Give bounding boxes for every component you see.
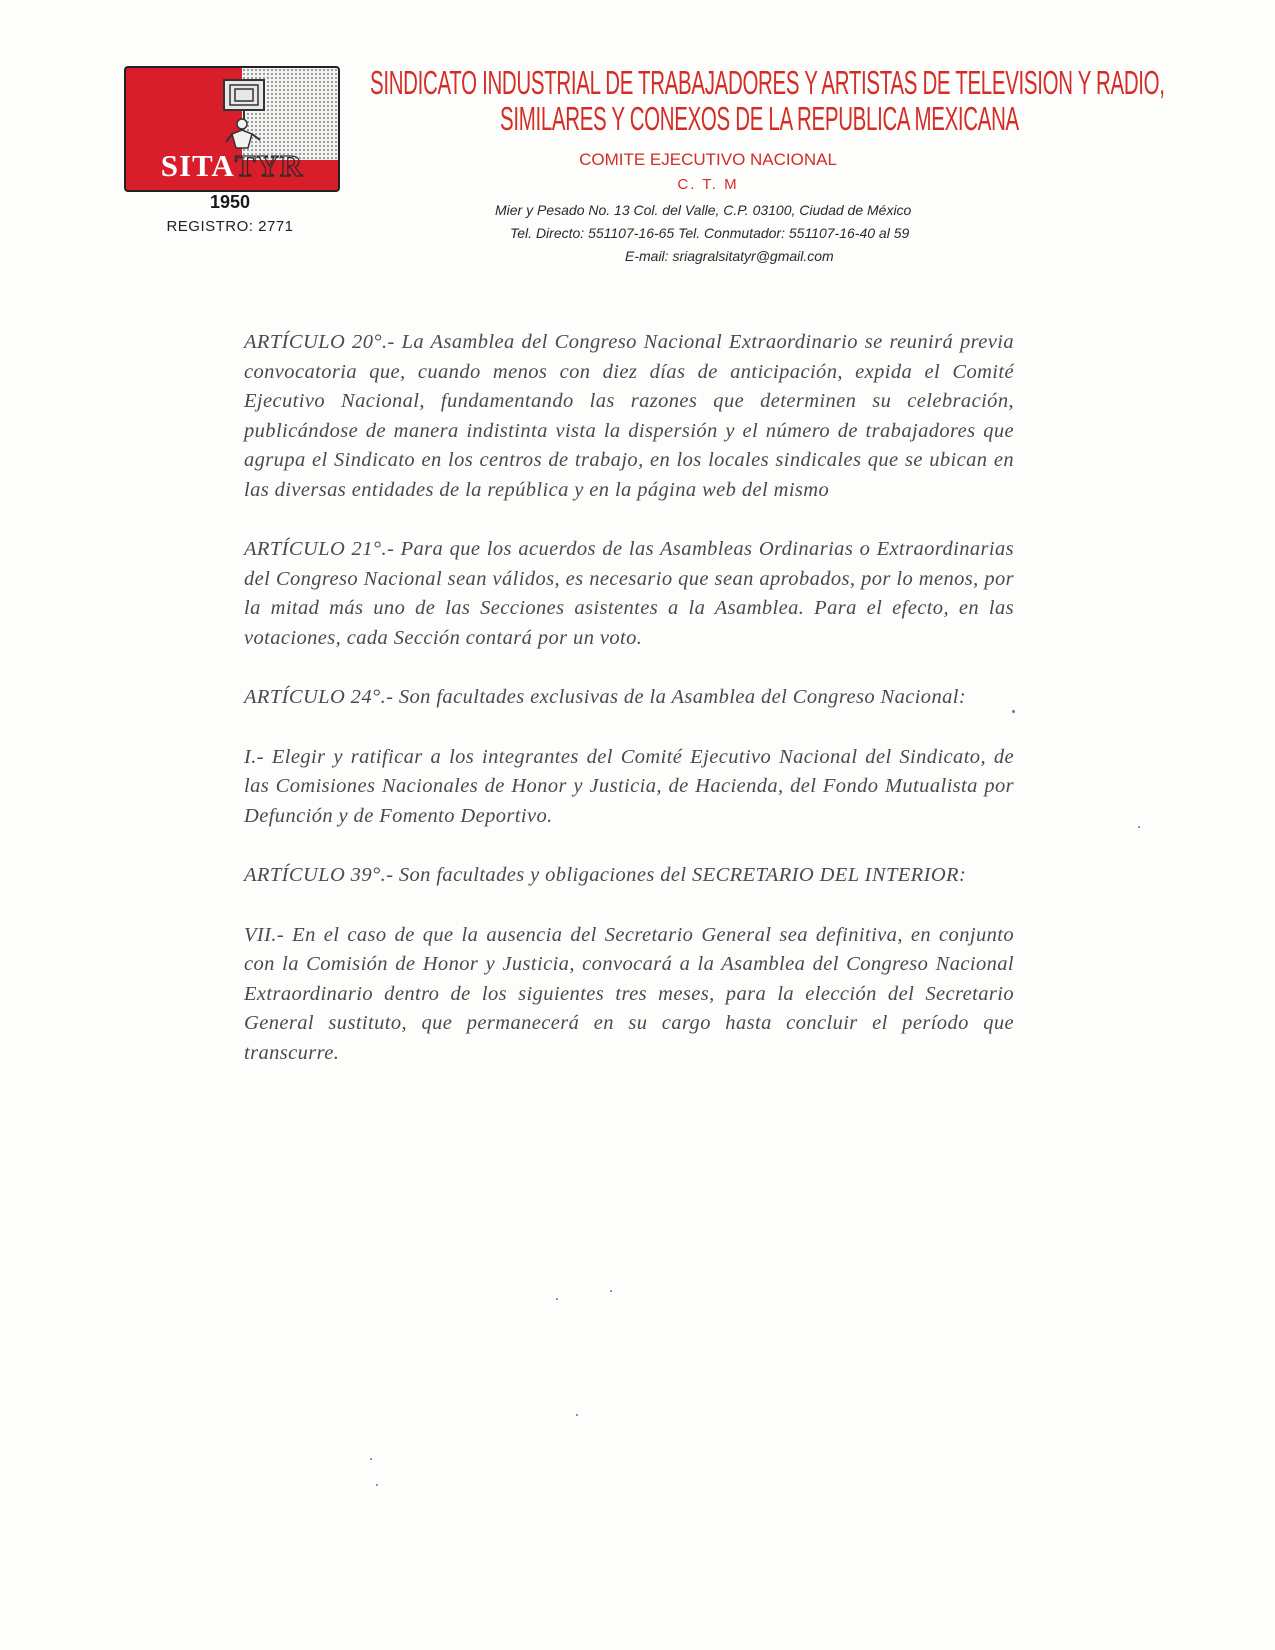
article-21-paragraph: ARTÍCULO 21°.- Para que los acuerdos de las Asambleas Ordinarias o Extraordinarias del Congreso Nacional sean válidos, es necesario que sean aprobados, por lo menos, por la mitad más uno de las Secciones asistentes a la Asamblea. Para el efecto, en las votaciones, cada Sección contará por un voto. [244, 538, 1014, 649]
org-name-line2: SIMILARES Y CONEXOS DE LA REPUBLICA MEXICANA [500, 100, 1019, 137]
scan-speck [370, 1458, 372, 1460]
org-name-line1: SINDICATO INDUSTRIAL DE TRABAJADORES Y ARTISTAS DE TELEVISION Y RADIO, [370, 64, 1165, 101]
scan-speck [1012, 710, 1015, 713]
scan-speck [576, 1414, 578, 1416]
ctm-label: C. T. M [677, 176, 739, 193]
article-20-paragraph: ARTÍCULO 20°.- La Asamblea del Congreso Nacional Extraordinario se reunirá previa convocatoria que, cuando menos con diez días de anticipación, expida el Comité Ejecutivo Nacional, fundamentando las razones que determinen su celebración, publicándose de manera indistinta vista la dispersión y el número de trabajadores que agrupa el Sindicato en los centros de trabajo, en los locales sindicales que se ubican en las diversas entidades de la república y en la página web del mismo [244, 331, 1014, 501]
committee-title: COMITE EJECUTIVO NACIONAL [579, 150, 837, 169]
logo-wordmark [126, 148, 338, 184]
article-24-paragraph: ARTÍCULO 24°.- Son facultades exclusivas de la Asamblea del Congreso Nacional: [244, 686, 967, 708]
logo-text-left: SITA [160, 148, 235, 183]
scan-speck [610, 1290, 612, 1292]
document-body [244, 328, 1014, 1098]
registro-number: REGISTRO: 2771 [166, 218, 294, 235]
email-address: E-mail: sriagralsitatyr@gmail.com [625, 248, 834, 264]
sitatyr-logo [124, 66, 340, 192]
scan-speck [1138, 826, 1140, 828]
logo-text-right: TYR [234, 148, 304, 183]
founding-year: 1950 [209, 192, 251, 212]
scan-speck [556, 1298, 558, 1300]
logo-emblem-icon [218, 76, 270, 154]
article-39-paragraph: ARTÍCULO 39°.- Son facultades y obligaciones del SECRETARIO DEL INTERIOR: [244, 864, 967, 886]
article-24-fraction-1: I.- Elegir y ratificar a los integrantes del Comité Ejecutivo Nacional del Sindicato, de las Comisiones Nacionales de Honor y Justicia, de Hacienda, del Fondo Mutualista por Defunción y de Fomento Deportivo. [244, 745, 1014, 827]
article-39-fraction-7: VII.- En el caso de que la ausencia del Secretario General sea definitiva, en conjunto con la Comisión de Honor y Justicia, convocará a la Asamblea del Congreso Nacional Extraordinario dentro de los siguientes tres meses, para la elección del Secretario General sustituto, que permanecerá en su cargo hasta concluir el período que transcurre. [244, 923, 1014, 1064]
address: Mier y Pesado No. 13 Col. del Valle, C.P. 03100, Ciudad de México [495, 202, 912, 218]
phone-numbers: Tel. Directo: 551107-16-65 Tel. Conmutador: 551107-16-40 al 59 [510, 225, 910, 241]
scan-speck [376, 1484, 378, 1486]
